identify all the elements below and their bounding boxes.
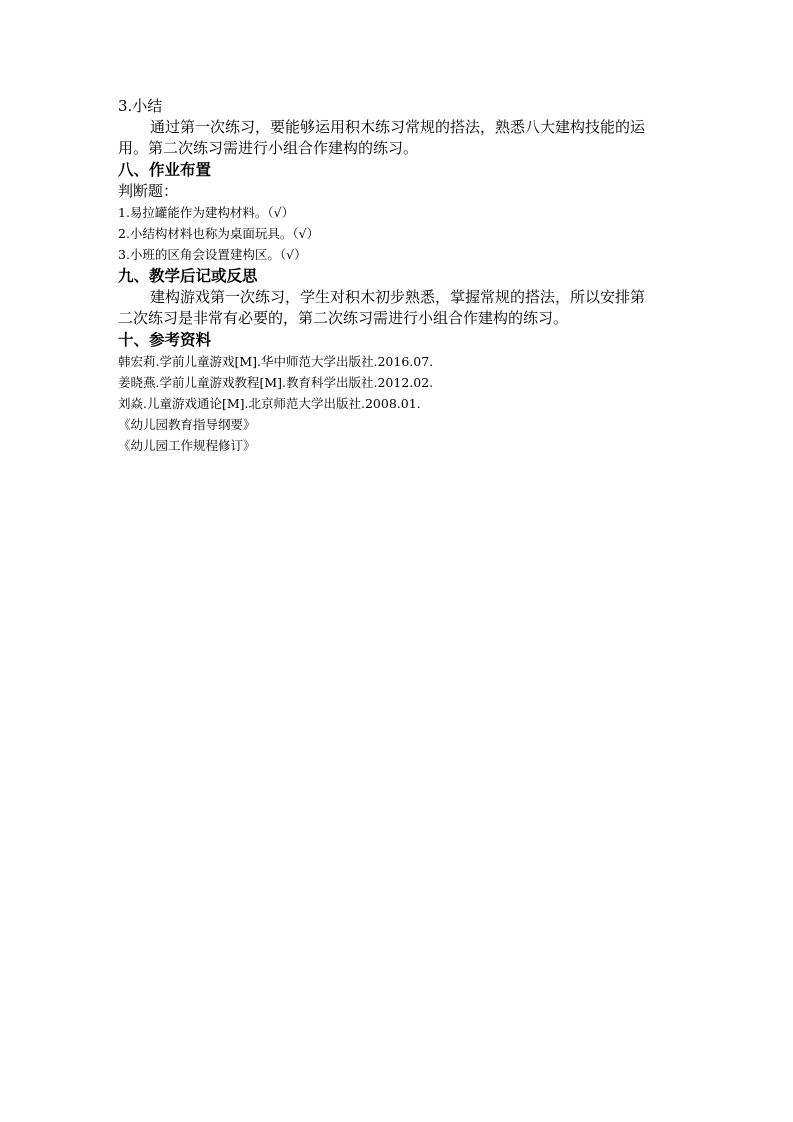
homework-item: 1.易拉罐能作为建构材料。（√） — [118, 205, 295, 220]
reference-item: 韩宏莉.学前儿童游戏[M].华中师范大学出版社.2016.07. — [118, 354, 434, 369]
summary-paragraph-line-1: 通过第一次练习，要能够运用积木练习常规的搭法，熟悉八大建构技能的运 — [150, 118, 646, 136]
homework-heading: 八、作业布置 — [118, 161, 212, 179]
reference-item: 姜晓燕.学前儿童游戏教程[M].教育科学出版社.2012.02. — [118, 375, 434, 390]
homework-item: 2.小结构材料也称为桌面玩具。（√） — [118, 226, 320, 241]
homework-intro: 判断题： — [118, 182, 179, 200]
references-section — [118, 329, 698, 456]
reflection-section — [118, 265, 698, 329]
reference-item: 刘焱.儿童游戏通论[M].北京师范大学出版社.2008.01. — [118, 396, 421, 411]
reflection-paragraph-line-2: 二次练习是非常有必要的，第二次练习需进行小组合作建构的练习。 — [118, 309, 569, 327]
homework-item: 3.小班的区角会设置建构区。（√） — [118, 247, 307, 262]
references-heading: 十、参考资料 — [118, 331, 212, 349]
document-page — [118, 96, 698, 456]
summary-heading: 3.小结 — [118, 97, 163, 115]
reflection-paragraph-line-1: 建构游戏第一次练习，学生对积木初步熟悉，掌握常规的搭法，所以安排第 — [150, 288, 646, 306]
reference-item: 《幼儿园工作规程修订》 — [118, 438, 256, 453]
homework-section — [118, 159, 698, 265]
summary-section — [118, 96, 698, 159]
reference-item: 《幼儿园教育指导纲要》 — [118, 417, 256, 432]
reflection-heading: 九、教学后记或反思 — [118, 267, 258, 285]
summary-paragraph-line-2: 用。第二次练习需进行小组合作建构的练习。 — [118, 139, 419, 157]
